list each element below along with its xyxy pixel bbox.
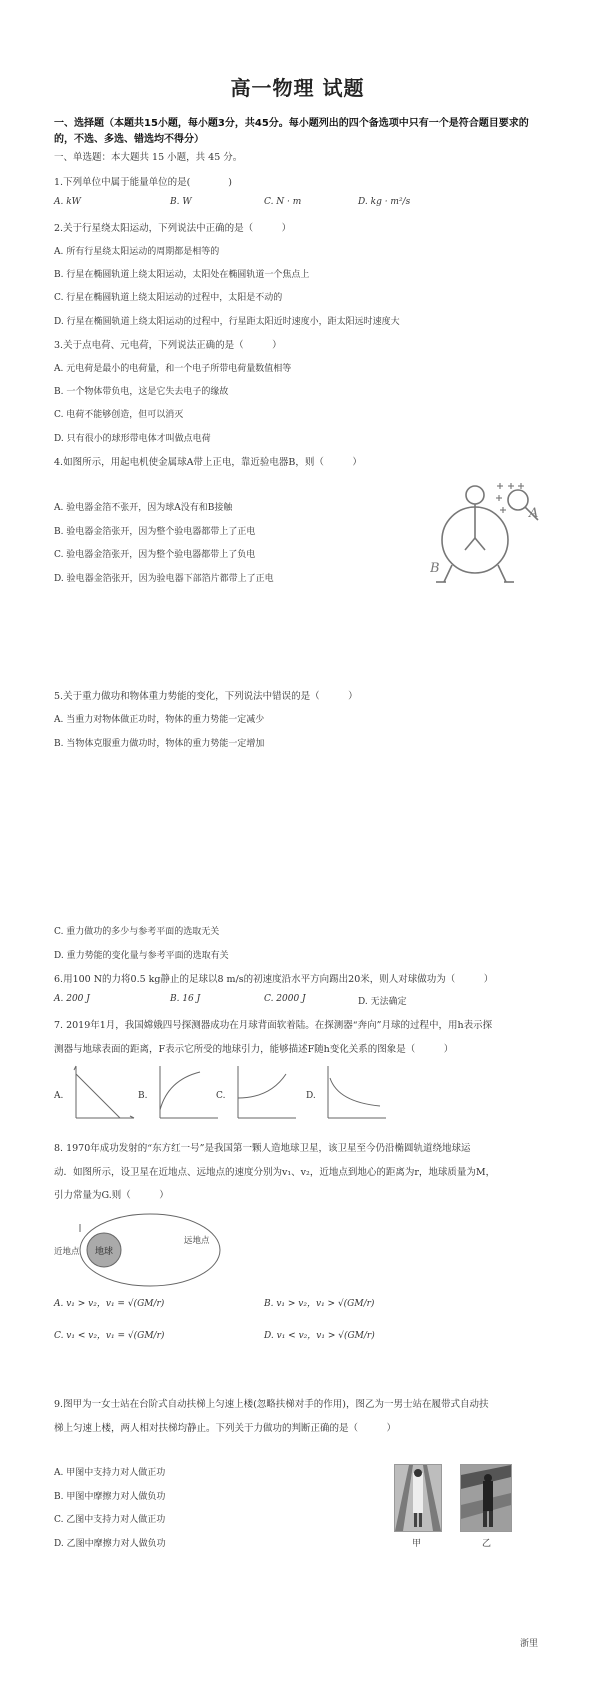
- q7-option-c: C.: [216, 1091, 226, 1101]
- q7-graph-d: [320, 1062, 390, 1122]
- q7-option-d: D.: [306, 1091, 316, 1101]
- q8-stem-line3: 引力常量为G.则（ ）: [54, 1190, 169, 1201]
- electroscope-label-b: B: [430, 561, 440, 576]
- q9-stem-line2: 梯上匀速上楼，两人相对扶梯均静止。下列关于力做功的判断正确的是（ ）: [54, 1423, 397, 1434]
- q2-stem: 2.关于行星绕太阳运动，下列说法中正确的是（ ）: [54, 223, 292, 234]
- q5-option-c: C. 重力做功的多少与参考平面的选取无关: [54, 927, 220, 937]
- q8-option-d: D. v₁ < v₂，v₁ > √(GM/r): [264, 1331, 375, 1341]
- q4-option-a: A. 验电器金箔不张开，因为球A没有和B接触: [54, 503, 233, 513]
- section-subheading: 一、单选题：本大题共 15 小题，共 45 分。: [54, 152, 243, 163]
- section-heading-line2: 的，不选、多选、错选均不得分）: [54, 134, 204, 145]
- q3-option-a: A. 元电荷是最小的电荷量，和一个电子所带电荷量数值相等: [54, 364, 292, 374]
- photo-caption-jia: 甲: [412, 1539, 422, 1549]
- q2-option-a: A. 所有行星绕太阳运动的周期都是相等的: [54, 247, 220, 257]
- q3-option-c: C. 电荷不能够创造，但可以消灭: [54, 410, 184, 420]
- q4-option-b: B. 验电器金箔张开，因为整个验电器都带上了正电: [54, 527, 256, 537]
- q4-option-d: D. 验电器金箔张开，因为验电器下部箔片都带上了正电: [54, 574, 274, 584]
- q1-option-a: A. kW: [54, 197, 81, 207]
- q8-option-b: B. v₁ > v₂，v₁ > √(GM/r): [264, 1299, 375, 1309]
- q2-option-d: D. 行星在椭圆轨道上绕太阳运动的过程中，行星距太阳近时速度小，距太阳远时速度大: [54, 317, 400, 327]
- q5-stem: 5.关于重力做功和物体重力势能的变化，下列说法中错误的是（ ）: [54, 691, 358, 702]
- q5-option-a: A. 当重力对物体做正功时，物体的重力势能一定减少: [54, 715, 265, 725]
- q8-stem-line1: 8. 1970年成功发射的“东方红一号”是我国第一颗人造地球卫星，该卫星至今仍沿椭圆轨道绕地球运: [54, 1143, 471, 1154]
- q9-option-c: C. 乙图中支持力对人做正功: [54, 1515, 166, 1525]
- q6-stem: 6.用100 N的力将0.5 kg静止的足球以8 m/s的初速度沿水平方向踢出20米，则人对球做功为（ ）: [54, 974, 494, 985]
- electroscope-figure: [430, 480, 550, 590]
- q3-option-d: D. 只有很小的球形带电体才叫做点电荷: [54, 434, 211, 444]
- q1-option-d: D. kg · m²/s: [358, 197, 411, 207]
- q6-option-c: C. 2000 J: [264, 994, 306, 1004]
- q9-option-d: D. 乙图中摩擦力对人做负功: [54, 1539, 166, 1549]
- q4-option-c: C. 验电器金箔张开，因为整个验电器都带上了负电: [54, 550, 256, 560]
- q9-option-a: A. 甲图中支持力对人做正功: [54, 1468, 166, 1478]
- photo-caption-yi: 乙: [482, 1539, 492, 1549]
- q8-stem-line2: 动．如图所示，设卫星在近地点、远地点的速度分别为v₁、v₂，近地点到地心的距离为r，地球质量为M，: [54, 1167, 496, 1178]
- q3-option-b: B. 一个物体带负电，这是它失去电子的缘故: [54, 387, 229, 397]
- q1-option-c: C. N · m: [264, 197, 302, 207]
- q9-option-b: B. 甲图中摩擦力对人做负功: [54, 1492, 166, 1502]
- q8-option-c: C. v₁ < v₂，v₁ = √(GM/r): [54, 1331, 165, 1341]
- q7-graph-b: [152, 1062, 222, 1122]
- escalator-photo-yi: [460, 1464, 512, 1532]
- satellite-orbit-figure: [52, 1210, 222, 1288]
- sphere-label-a: A: [529, 506, 539, 521]
- q6-option-b: B. 16 J: [170, 994, 201, 1004]
- q7-stem-line1: 7. 2019年1月，我国嫦娥四号探测器成功在月球背面软着陆。在探测器“奔向”月球的过程中，用h表示探: [54, 1020, 493, 1031]
- q6-option-a: A. 200 J: [54, 994, 90, 1004]
- apogee-label: 远地点: [184, 1236, 210, 1246]
- q5-option-b: B. 当物体克服重力做功时，物体的重力势能一定增加: [54, 739, 265, 749]
- q1-option-b: B. W: [170, 197, 192, 207]
- q7-stem-line2: 测器与地球表面的距离，F表示它所受的地球引力，能够描述F随h变化关系的图象是（ ）: [54, 1044, 454, 1055]
- perigee-label: 近地点: [54, 1247, 80, 1257]
- q5-option-d: D. 重力势能的变化量与参考平面的选取有关: [54, 951, 229, 961]
- footer-mark: 浙里: [520, 1639, 539, 1649]
- q2-option-c: C. 行星在椭圆轨道上绕太阳运动的过程中，太阳是不动的: [54, 293, 283, 303]
- page-title: 高一物理 试题: [230, 76, 365, 100]
- earth-label: 地球: [94, 1247, 114, 1257]
- q2-option-b: B. 行星在椭圆轨道上绕太阳运动，太阳处在椭圆轨道一个焦点上: [54, 270, 310, 280]
- q3-stem: 3.关于点电荷、元电荷，下列说法正确的是（ ）: [54, 340, 282, 351]
- q7-option-a: A.: [54, 1091, 64, 1101]
- q9-stem-line1: 9.图甲为一女士站在台阶式自动扶梯上匀速上楼(忽略扶梯对手的作用)，图乙为一男士站在履带式自动扶: [54, 1399, 489, 1410]
- q7-graph-a: [68, 1062, 138, 1122]
- q6-option-d: D. 无法确定: [358, 997, 407, 1007]
- section-heading-line1: 一、选择题（本题共15小题，每小题3分，共45分。每小题列出的四个备选项中只有一个是符合题目要求的: [54, 118, 529, 129]
- escalator-photo-jia: [394, 1464, 442, 1532]
- q7-option-b: B.: [138, 1091, 148, 1101]
- q4-stem: 4.如图所示，用起电机使金属球A带上正电，靠近验电器B，则（ ）: [54, 457, 362, 468]
- q1-stem: 1.下列单位中属于能量单位的是( ): [54, 177, 232, 188]
- q7-graph-c: [230, 1062, 300, 1122]
- q8-option-a: A. v₁ > v₂，v₁ = √(GM/r): [54, 1299, 165, 1309]
